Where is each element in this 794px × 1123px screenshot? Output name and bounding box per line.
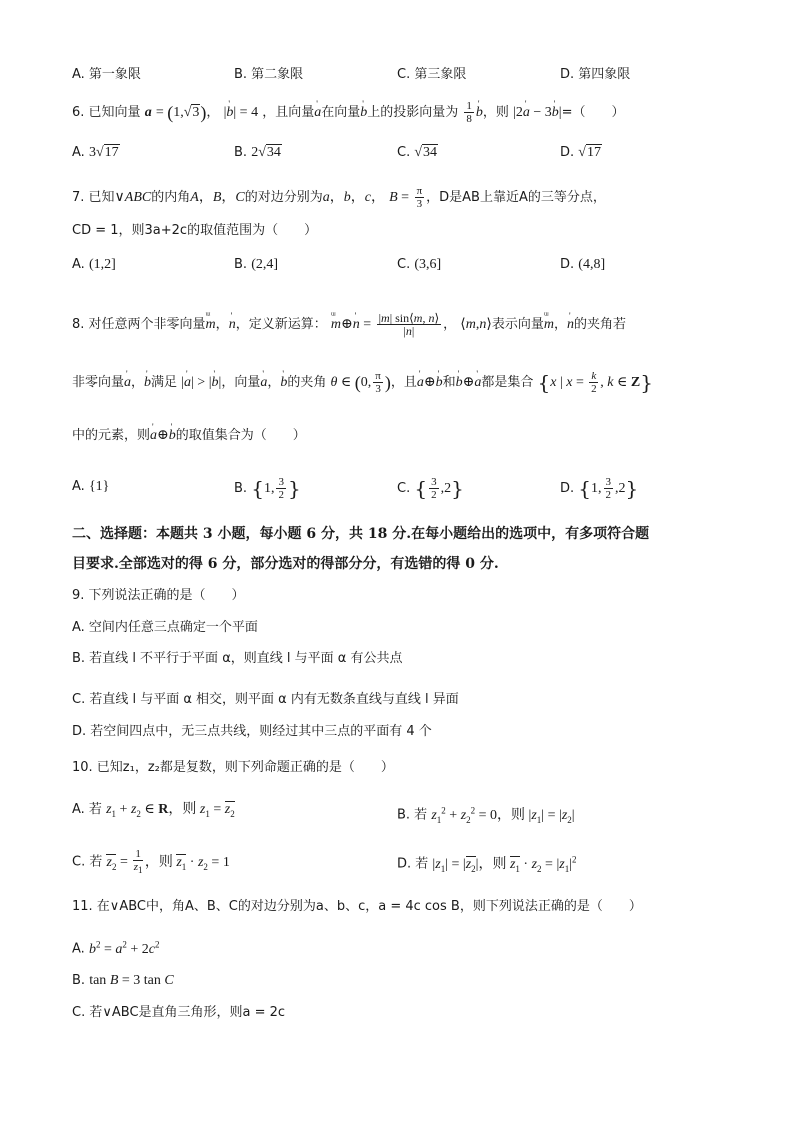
q10-option-b: B. 若 $z_1^2 + z_2^2 = 0$，则 $|z_1| = |z_2|$: [397, 805, 575, 825]
q6-stem-text: 6. 已知向量: [72, 105, 141, 120]
q8-stem-text-b: ，定义新运算：: [235, 317, 327, 332]
section2-heading-line2: 目要求.全部选对的得 6 分，部分选对的得部分分，有选错的得 0 分.: [72, 556, 499, 572]
q6-option-b: B. 2√34: [234, 145, 281, 160]
q7-stem: 7. 已知∨ABC的内角A，B，C的对边分别为a，b，c， B = $\frac{\pi}{3}$ ，D是AB上靠近A的三等分点，: [72, 185, 606, 210]
section2-heading-line1: 二、选择题：本题共 3 小题，每小题 6 分，共 18 分.在每小题给出的选项中，有多项符合题: [72, 526, 650, 542]
q8-option-b: B. {1, $\frac{3}{2}$ }: [234, 476, 301, 501]
q10-option-c: C. 若 $z_2$ = $\frac{1}{z_1}$ ，则 $z_1 \cdot z_2 = 1$: [72, 848, 230, 876]
q8-line2-text-f: 和: [442, 375, 456, 390]
q6-stem-text-f: =（ ）: [561, 105, 625, 120]
q8-def-fraction: $\frac{|m| \sin⟨m, n⟩}{|n|}$: [378, 311, 440, 338]
q5-option-d: D. 第四象限: [560, 67, 631, 82]
q7-stem-text: 7. 已知: [72, 190, 115, 205]
q7-option-d: D. (4,8]: [560, 257, 606, 272]
q8-stem: 8. 对任意两个非零向量ᵚ m，' n，定义新运算： ᵚ m⊕' n = $\frac{|m| \sin⟨m, n⟩}{|n|}$ ， ⟨m,n⟩表示向量ᵚ m，' n的夹角若: [72, 312, 722, 337]
q8-line2-text-d: 的夹角: [287, 375, 327, 390]
q8-line3-text-b: 的取值集合为（ ）: [175, 428, 306, 443]
q8-stem-text-c: 表示向量: [491, 317, 544, 332]
q6-option-d: D. √17: [560, 145, 601, 160]
q11-option-b: B. tan B = 3 tan C: [72, 973, 174, 988]
q11-option-c: C. 若∨ABC是直角三角形，则a = 2c: [72, 1005, 286, 1020]
q6-stem-text-e: ，则: [482, 105, 509, 120]
q11-stem: 11. 在∨ABC中，角A、B、C的对边分别为a、b、c，a = 4c cos B，则下列说法正确的是（ ）: [72, 899, 642, 914]
q8-line2-text-e: ，且: [390, 375, 417, 390]
q9-option-c: C. 若直线 l 与平面 α 相交，则平面 α 内有无数条直线与直线 l 异面: [72, 692, 459, 707]
q7-fraction: $\frac{\pi}{3}$: [416, 185, 423, 210]
q6-stem-text-d: 上的投影向量为: [367, 105, 459, 120]
q9-option-b: B. 若直线 l 不平行于平面 α，则直线 l 与平面 α 有公共点: [72, 651, 403, 666]
q8-option-a: A. {1}: [72, 479, 110, 494]
q9-stem: 9. 下列说法正确的是（ ）: [72, 588, 245, 603]
q7-stem-text-c: 的对边分别为: [244, 190, 323, 205]
q8-line2: 非零向量' a，' b满足 |' a| > |' b|，向量' a，' b的夹角 θ ∈ (0, $\frac{\pi}{3}$ )，且' a⊕' b和' b⊕' a都是集合 {x | x = $\frac{k}{2}$ , k ∈ Z}: [72, 370, 722, 395]
q6-stem-text-b: ，且向量: [262, 105, 315, 120]
q8-option-c: C. { $\frac{3}{2}$ ,2}: [397, 476, 464, 501]
q6-sqrt3: √3: [183, 105, 200, 120]
q7-option-c: C. (3,6]: [397, 257, 442, 272]
q8-stem-text: 8. 对任意两个非零向量: [72, 317, 206, 332]
q8-option-d: D. {1, $\frac{3}{2}$ ,2}: [560, 476, 639, 501]
q6-vec-a: a: [144, 105, 152, 120]
q8-stem-text-d: 的夹角若: [574, 317, 627, 332]
q7-option-b: B. (2,4]: [234, 257, 279, 272]
q7-stem-text-b: 的内角: [151, 190, 191, 205]
q6-stem: 6. 已知向量 a = (1,√3)， |' b| = 4 ，且向量' a在向量' b上的投影向量为 $\frac{1}{8}$ ' b，则 |2' a − 3' b|=（ ）: [72, 100, 722, 125]
q8-line3: 中的元素，则' a⊕' b的取值集合为（ ）: [72, 425, 722, 447]
q8-line2-text-g: 都是集合: [481, 375, 534, 390]
q10-option-d: D. 若 $|z_1| = |z_2|$，则 $z_1 \cdot z_2 = |z_1|^2$: [397, 854, 577, 874]
q10-stem: 10. 已知z₁，z₂都是复数，则下列命题正确的是（ ）: [72, 760, 394, 775]
q6-fraction: $\frac{1}{8}$: [466, 100, 472, 125]
q6-stem-text-c: 在向量: [321, 105, 361, 120]
q7-stem-text-d: D是AB上靠近A的三等分点，: [439, 190, 606, 205]
q5-option-b: B. 第二象限: [234, 67, 304, 82]
q8-line3-text: 中的元素，则: [72, 428, 151, 443]
q9-option-a: A. 空间内任意三点确定一个平面: [72, 620, 258, 635]
q8-line2-text-b: 满足: [151, 375, 178, 390]
q5-option-a: A. 第一象限: [72, 67, 141, 82]
q7-option-a: A. (1,2]: [72, 257, 116, 272]
q7-line2: CD = 1，则3a+2c的取值范围为（ ）: [72, 223, 318, 238]
q8-line2-text-c: ，向量: [221, 375, 261, 390]
q10-option-a: A. 若 $z_1 + z_2$ ∈ R，则 $z_1 = z_2$: [72, 802, 235, 819]
q9-option-d: D. 若空间四点中，无三点共线，则经过其中三点的平面有 4 个: [72, 724, 432, 739]
q6-option-c: C. √34: [397, 145, 438, 160]
q6-option-a: A. 3√17: [72, 145, 119, 160]
q11-option-a: A. $b^2 = a^2 + 2c^2$: [72, 939, 160, 957]
q5-option-c: C. 第三象限: [397, 67, 467, 82]
q8-line2-text: 非零向量: [72, 375, 125, 390]
